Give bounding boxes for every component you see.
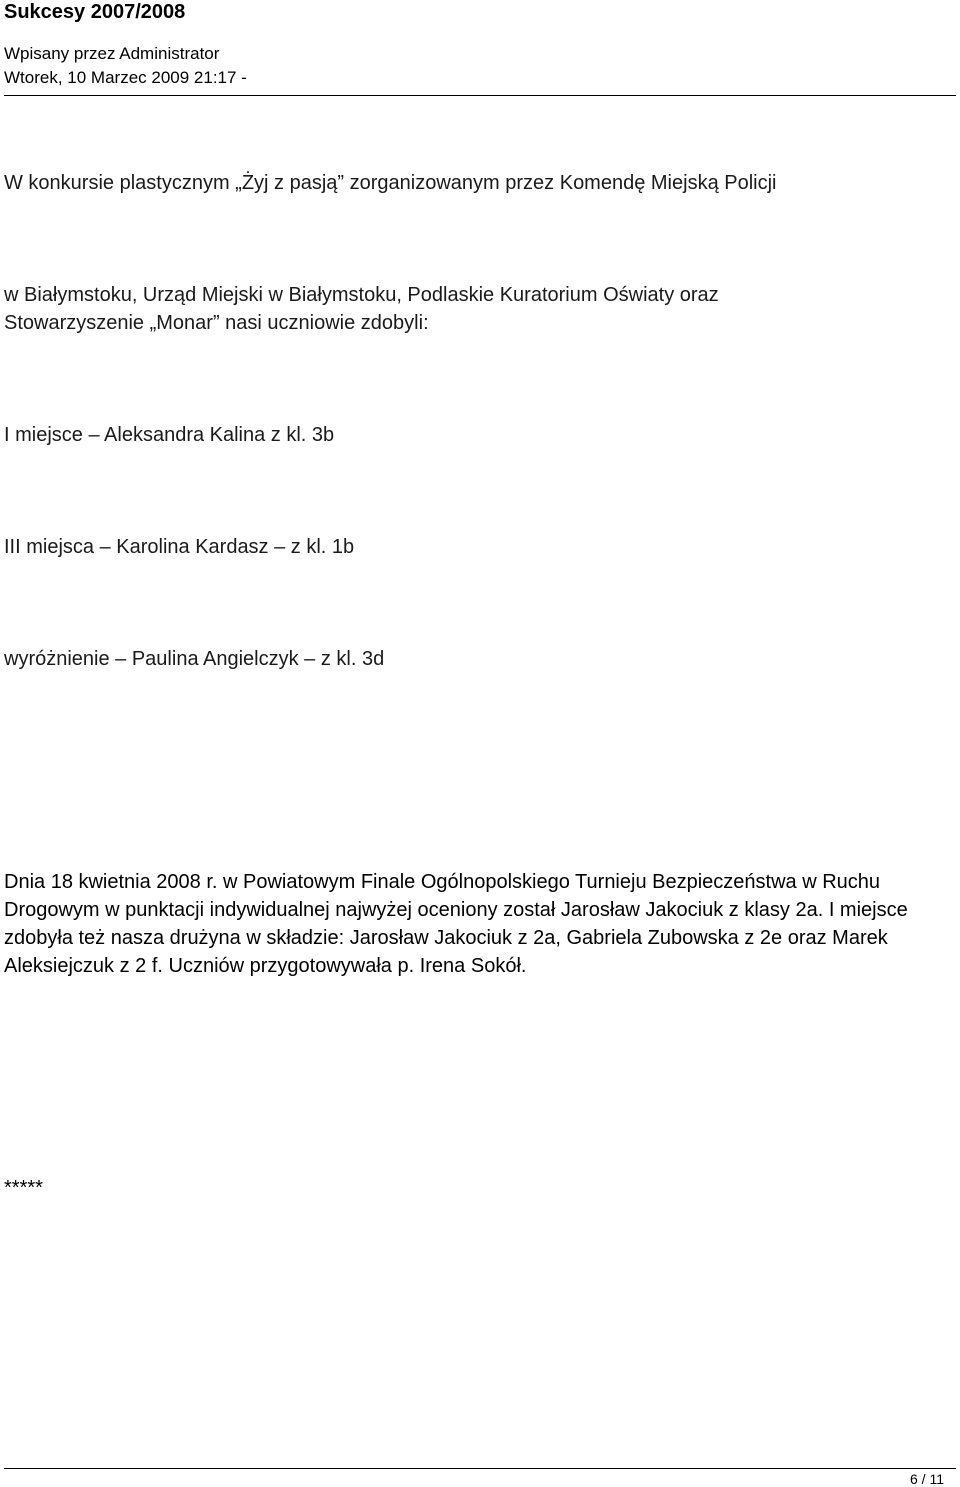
footer-divider — [4, 1468, 956, 1469]
page-number: 6 / 11 — [910, 1471, 944, 1487]
competition-paragraph: Dnia 18 kwietnia 2008 r. w Powiatowym Finale Ogólnopolskiego Turnieju Bezpieczeństwa w Ruchu Drogowym w punktacji indywidualnej najwyżej oceniony został Jarosław Jakociuk z klasy 2a. I miejsce zdobyła też nasza drużyna w składzie: Jarosław Jakociuk z 2a, Gabriela Zubowska z 2e oraz Marek Aleksiejczuk z 2 f. Uczniów przygotowywała p. Irena Sokół. — [4, 871, 908, 977]
date-line: Wtorek, 10 Marzec 2009 21:17 - — [4, 68, 247, 87]
award-third-place: III miejsca – Karolina Kardasz – z kl. 1b — [4, 536, 355, 558]
intro-line-1: W konkursie plastycznym „Żyj z pasją” zorganizowanym przez Komendę Miejską Policji — [4, 172, 777, 194]
article-title: Sukcesy 2007/2008 — [4, 1, 186, 23]
section-separator: ***** — [4, 1177, 43, 1199]
award-distinction: wyróżnienie – Paulina Angielczyk – z kl. 3d — [4, 648, 385, 670]
intro-line-2: w Białymstoku, Urząd Miejski w Białymstoku, Podlaskie Kuratorium Oświaty oraz — [4, 284, 719, 306]
intro-line-3: Stowarzyszenie „Monar” nasi uczniowie zdobyli: — [4, 312, 429, 334]
award-first-place: I miejsce – Aleksandra Kalina z kl. 3b — [4, 424, 335, 446]
header-divider — [4, 95, 956, 96]
author-line: Wpisany przez Administrator — [4, 44, 220, 63]
